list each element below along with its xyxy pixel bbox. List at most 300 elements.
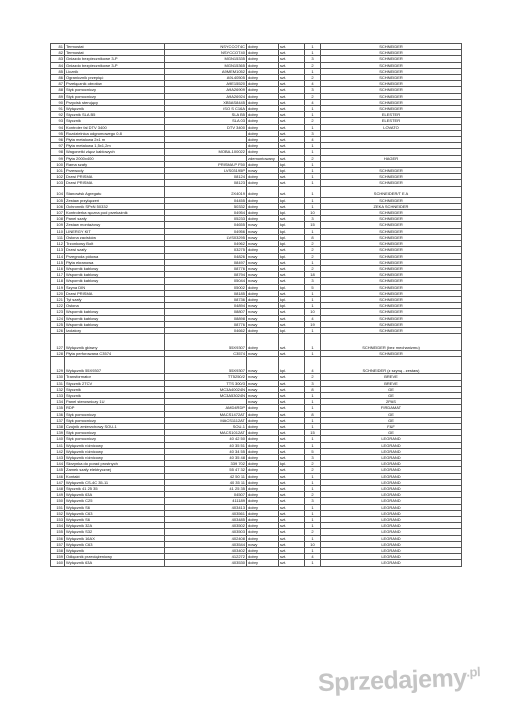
row-number: 118 — [51, 278, 65, 284]
row-number: 160 — [51, 560, 65, 566]
item-code: 339 702 — [165, 461, 247, 467]
item-manufacturer: SCHNEIDER — [321, 278, 462, 284]
item-unit: szt. — [279, 405, 305, 411]
item-condition: nowy — [247, 321, 279, 327]
item-manufacturer: SCHNEIDER — [321, 321, 462, 327]
item-unit: szt. — [279, 149, 305, 155]
item-code: 05044 — [165, 278, 247, 284]
item-unit: szt. — [279, 498, 305, 504]
item-quantity: 1 — [305, 259, 321, 265]
row-number: 97 — [51, 143, 65, 149]
item-code: MACS1112AT — [165, 417, 247, 423]
item-name: Styk pomocniczy — [65, 87, 165, 93]
item-unit: szt. — [279, 259, 305, 265]
item-code: 04662 — [165, 327, 247, 333]
item-name: Przycisk sterujący — [65, 99, 165, 105]
row-number: 91 — [51, 106, 65, 112]
item-unit: szt. — [279, 529, 305, 535]
item-condition: nowy — [247, 228, 279, 234]
item-code: 03275 — [165, 247, 247, 253]
item-condition: dobry — [247, 87, 279, 93]
item-code: XB5AS8445 — [165, 99, 247, 105]
table-row — [51, 461, 462, 467]
item-quantity: 1 — [305, 560, 321, 566]
item-code: 08898 — [165, 315, 247, 321]
item-quantity: 3 — [305, 87, 321, 93]
item-name: Wspornik kablowy — [65, 278, 165, 284]
item-name: Zestaw montażowy — [65, 222, 165, 228]
item-code: TT5250/2 — [165, 374, 247, 380]
row-number: 149 — [51, 492, 65, 498]
item-code: 04954 — [165, 210, 247, 216]
item-code: SOU-1 — [165, 423, 247, 429]
item-manufacturer: BREVE — [321, 380, 462, 386]
row-number: 133 — [51, 392, 65, 398]
item-condition: dobry — [247, 405, 279, 411]
row-number: 140 — [51, 436, 65, 442]
item-condition: nowy — [247, 265, 279, 271]
item-unit: szt. — [279, 399, 305, 405]
row-number: 131 — [51, 380, 65, 386]
item-code: 2X4019 — [165, 186, 247, 197]
item-code: 403561 — [165, 510, 247, 516]
row-number: 157 — [51, 541, 65, 547]
item-quantity: 1 — [305, 149, 321, 155]
item-condition: dobry — [247, 99, 279, 105]
item-manufacturer: LEGRAND — [321, 492, 462, 498]
item-condition: dobry — [247, 161, 279, 167]
item-unit: szt. — [279, 93, 305, 99]
item-condition: zdemontowany — [247, 155, 279, 161]
item-code: SLA 03 — [165, 118, 247, 124]
item-code: MACS1472AT — [165, 411, 247, 417]
item-condition: dobry — [247, 290, 279, 296]
item-code: MOBA-100022 — [165, 149, 247, 155]
item-condition: dobry — [247, 62, 279, 68]
item-unit: szt. — [279, 68, 305, 74]
item-condition: dobry — [247, 112, 279, 118]
item-manufacturer: LEGRAND — [321, 554, 462, 560]
item-manufacturer: SCHNEIDER — [321, 75, 462, 81]
item-unit: kpl. — [279, 327, 305, 333]
item-code: 40 42 50 — [165, 436, 247, 442]
item-name: Gniazdo bezpiecznikowe 3-P — [65, 56, 165, 62]
item-condition: nowy — [247, 259, 279, 265]
item-manufacturer: F&F — [321, 423, 462, 429]
item-condition: dobry — [247, 197, 279, 203]
item-name: Trzonkowy Bolt — [65, 241, 165, 247]
item-condition: dobry — [247, 417, 279, 423]
row-number: 112 — [51, 241, 65, 247]
item-quantity: 15 — [305, 430, 321, 436]
item-manufacturer: LEGRAND — [321, 529, 462, 535]
item-code: LVS03195P — [165, 168, 247, 174]
item-code: SLA B5 — [165, 112, 247, 118]
item-manufacturer: SCHNEIDER — [321, 68, 462, 74]
item-quantity: 10 — [305, 309, 321, 315]
item-manufacturer: SCHNEIDER — [321, 241, 462, 247]
item-name: Przewody — [65, 168, 165, 174]
item-quantity: 2 — [305, 118, 321, 124]
item-condition: dobry — [247, 423, 279, 429]
item-condition: dobry — [247, 130, 279, 136]
item-condition: nowy — [247, 241, 279, 247]
item-quantity: 2 — [305, 529, 321, 535]
item-condition: nowy — [247, 168, 279, 174]
item-manufacturer: LEGRAND — [321, 560, 462, 566]
item-name: Wyłącznik 16AX — [65, 535, 165, 541]
item-unit: szt. — [279, 315, 305, 321]
item-code: 05233 — [165, 216, 247, 222]
item-unit: kpl. — [279, 303, 305, 309]
item-unit: szt. — [279, 430, 305, 436]
item-code: 40 35 48 — [165, 454, 247, 460]
item-name: Płyta perforowana C3574 — [65, 351, 165, 357]
item-unit: szt. — [279, 180, 305, 186]
item-unit: szt. — [279, 278, 305, 284]
item-quantity: 3 — [305, 56, 321, 62]
item-name: Drzwi PRISMA — [65, 180, 165, 186]
item-code: 08794 — [165, 272, 247, 278]
item-quantity: 2 — [305, 461, 321, 467]
item-quantity: 1 — [305, 486, 321, 492]
item-quantity: 5 — [305, 284, 321, 290]
item-quantity: 1 — [305, 68, 321, 74]
item-name: Kontakt — [65, 473, 165, 479]
item-unit: kpl. — [279, 234, 305, 240]
item-name: Drzwi szafy — [65, 247, 165, 253]
item-unit: szt. — [279, 486, 305, 492]
item-name: Drzwi PRISMA — [65, 174, 165, 180]
row-number: 154 — [51, 523, 65, 529]
item-name: Tył szafy — [65, 296, 165, 302]
item-name: Wyłącznik C63 — [65, 510, 165, 516]
item-name: Wspornik kablowy — [65, 272, 165, 278]
item-unit: szt. — [279, 87, 305, 93]
item-name: Wyłącznik różnicowy — [65, 448, 165, 454]
item-unit: szt. — [279, 454, 305, 460]
item-name: Odłącznik przeciążeniowy — [65, 554, 165, 560]
item-quantity: 8 — [305, 234, 321, 240]
item-code: iSO S C16A — [165, 106, 247, 112]
item-name: Styk pomocniczy — [65, 417, 165, 423]
item-quantity: 2 — [305, 253, 321, 259]
item-manufacturer: LEGRAND — [321, 535, 462, 541]
row-number: 83 — [51, 56, 65, 62]
row-number: 129 — [51, 357, 65, 374]
row-number: 96 — [51, 137, 65, 143]
item-condition: dobry — [247, 68, 279, 74]
row-number: 106 — [51, 203, 65, 209]
item-name: Styk pomocniczy — [65, 411, 165, 417]
item-manufacturer: SCHNEIDER — [321, 50, 462, 56]
item-condition: nowy — [247, 399, 279, 405]
row-number: 152 — [51, 510, 65, 516]
item-name: Wyłącznik różnicowy — [65, 442, 165, 448]
item-name: Wyłącznik C25 — [65, 498, 165, 504]
item-condition: nowy — [247, 374, 279, 380]
row-number: 151 — [51, 504, 65, 510]
item-quantity: 1 — [305, 548, 321, 554]
item-code: 403530 — [165, 560, 247, 566]
row-number: 107 — [51, 210, 65, 216]
row-number: 155 — [51, 529, 65, 535]
item-manufacturer: SCHNEIDER — [321, 265, 462, 271]
item-code: 55X9307 — [165, 357, 247, 374]
row-number: 139 — [51, 430, 65, 436]
item-manufacturer: SCHNEIDER — [321, 99, 462, 105]
item-unit: szt. — [279, 265, 305, 271]
item-unit: szt. — [279, 130, 305, 136]
item-unit: kpl. — [279, 210, 305, 216]
row-number: 127 — [51, 334, 65, 351]
item-unit: szt. — [279, 143, 305, 149]
item-name: Stanowisk Agregatu — [65, 186, 165, 197]
item-quantity: 2 — [305, 492, 321, 498]
item-condition: nowy — [247, 234, 279, 240]
row-number: 100 — [51, 161, 65, 167]
item-unit: szt. — [279, 203, 305, 209]
row-number: 159 — [51, 554, 65, 560]
row-number: 85 — [51, 68, 65, 74]
item-condition: dobry — [247, 203, 279, 209]
item-quantity: 4 — [305, 81, 321, 87]
row-number: 150 — [51, 498, 65, 504]
item-code: 403413 — [165, 504, 247, 510]
item-code: A9A26909 — [165, 87, 247, 93]
item-name: Styk pomocniczy — [65, 430, 165, 436]
item-manufacturer: HAGER — [321, 155, 462, 161]
item-name: Wyłącznik 32A — [65, 523, 165, 529]
item-code: MGN15365 — [165, 62, 247, 68]
item-condition: nowy — [247, 541, 279, 547]
item-quantity: 2 — [305, 374, 321, 380]
item-name: Wyłącznik — [65, 548, 165, 554]
inventory-rows — [51, 44, 462, 567]
item-manufacturer: SCHNEIDER — [321, 87, 462, 93]
item-unit: szt. — [279, 411, 305, 417]
item-condition: dobry — [247, 137, 279, 143]
row-number: 146 — [51, 473, 65, 479]
item-manufacturer: LEGRAND — [321, 454, 462, 460]
item-name: Izolatory — [65, 327, 165, 333]
item-code: MC3A40024N — [165, 386, 247, 392]
item-quantity: 3 — [305, 498, 321, 504]
item-manufacturer: LEGRAND — [321, 448, 462, 454]
item-unit: szt. — [279, 44, 305, 50]
item-condition: nowy — [247, 222, 279, 228]
item-quantity: 1 — [305, 517, 321, 523]
item-quantity: 4 — [305, 99, 321, 105]
item-code: 04956 — [165, 228, 247, 234]
item-code: A9MEM1052 — [165, 68, 247, 74]
item-manufacturer: SCHNEIDER — [321, 259, 462, 265]
item-name: Wspornik kablowy — [65, 315, 165, 321]
item-name: Stycznik 2TCV — [65, 380, 165, 386]
item-name: Kontrolerka ręczna pod przekaźnik — [65, 210, 165, 216]
item-quantity: 1 — [305, 180, 321, 186]
item-code: 55X9307 — [165, 334, 247, 351]
item-quantity: 1 — [305, 473, 321, 479]
row-number: 148 — [51, 486, 65, 492]
row-number: 88 — [51, 87, 65, 93]
table-row — [51, 56, 462, 62]
row-number: 123 — [51, 309, 65, 315]
item-name: Transformator — [65, 374, 165, 380]
item-manufacturer: ELESTER — [321, 112, 462, 118]
item-code: 403402 — [165, 548, 247, 554]
item-manufacturer: SCHNEIDER (z szyną - zestaw) — [321, 357, 462, 374]
item-condition: dobry — [247, 504, 279, 510]
item-quantity: 1 — [305, 303, 321, 309]
item-unit: kpl. — [279, 253, 305, 259]
item-unit: szt. — [279, 504, 305, 510]
item-unit: kpl. — [279, 222, 305, 228]
item-condition: dobry — [247, 454, 279, 460]
item-code: A9A26924 — [165, 93, 247, 99]
item-quantity: 10 — [305, 541, 321, 547]
item-condition: dobry — [247, 180, 279, 186]
item-manufacturer: LEGRAND — [321, 548, 462, 554]
item-unit: kpl. — [279, 197, 305, 203]
item-condition: nowy — [247, 392, 279, 398]
row-number: 141 — [51, 442, 65, 448]
item-unit: szt. — [279, 75, 305, 81]
row-number: 142 — [51, 448, 65, 454]
item-name: Stycznik — [65, 392, 165, 398]
item-name: Zestaw przyłączeń — [65, 197, 165, 203]
row-number: 89 — [51, 93, 65, 99]
item-condition: dobry — [247, 247, 279, 253]
row-number: 109 — [51, 222, 65, 228]
item-unit: szt. — [279, 517, 305, 523]
item-name: RDP — [65, 405, 165, 411]
item-name: Licznik — [65, 68, 165, 74]
item-quantity: 3 — [305, 278, 321, 284]
item-quantity: 1 — [305, 168, 321, 174]
item-name: Wyłącznik C63 — [65, 541, 165, 547]
item-unit: szt. — [279, 272, 305, 278]
item-unit: szt. — [279, 473, 305, 479]
row-number: 95 — [51, 130, 65, 136]
item-unit: szt. — [279, 386, 305, 392]
item-quantity: 1 — [305, 203, 321, 209]
item-manufacturer: LEGRAND — [321, 523, 462, 529]
item-name: Stycznik — [65, 118, 165, 124]
item-quantity: 3 — [305, 454, 321, 460]
item-manufacturer: FIRDAMAT — [321, 405, 462, 411]
item-code: 08497 — [165, 259, 247, 265]
item-condition: dobry — [247, 554, 279, 560]
item-unit: szt. — [279, 106, 305, 112]
row-number: 132 — [51, 386, 65, 392]
item-quantity: 1 — [305, 510, 321, 516]
item-code: 403502 — [165, 523, 247, 529]
item-quantity: 1 — [305, 405, 321, 411]
item-code: 08807 — [165, 309, 247, 315]
row-number: 92 — [51, 112, 65, 118]
item-manufacturer: ELESTER — [321, 118, 462, 124]
item-code: A9E15520 — [165, 81, 247, 87]
row-number: 117 — [51, 272, 65, 278]
item-code: 403503 — [165, 529, 247, 535]
item-condition: dobry — [247, 93, 279, 99]
item-unit: kpl. — [279, 161, 305, 167]
item-unit: szt. — [279, 81, 305, 87]
item-condition: dobry — [247, 479, 279, 485]
item-code: 04894 — [165, 303, 247, 309]
inventory-sheet — [50, 43, 461, 567]
item-condition: dobry — [247, 529, 279, 535]
item-unit: szt. — [279, 548, 305, 554]
row-number: 153 — [51, 517, 65, 523]
item-manufacturer: LEGRAND — [321, 479, 462, 485]
item-code: 42 50 11 — [165, 473, 247, 479]
item-manufacturer: BREVE — [321, 374, 462, 380]
row-number: 86 — [51, 75, 65, 81]
item-name: Przegroda półowa — [65, 253, 165, 259]
item-name: Stycznik 41 25 35 — [65, 486, 165, 492]
item-manufacturer: SCHNEIDER/T E A — [321, 186, 462, 197]
item-quantity: 1 — [305, 124, 321, 130]
item-quantity: 2 — [305, 241, 321, 247]
item-code: 08123 — [165, 180, 247, 186]
item-name: Przełącznik obrotów — [65, 81, 165, 87]
item-manufacturer: SCHNEIDER — [321, 296, 462, 302]
row-number: 114 — [51, 253, 65, 259]
item-manufacturer: LEGRAND — [321, 517, 462, 523]
item-quantity: 1 — [305, 143, 321, 149]
item-code: MC3A53024N — [165, 392, 247, 398]
item-condition: dobry — [247, 75, 279, 81]
item-unit: szt. — [279, 62, 305, 68]
item-quantity: 1 — [305, 479, 321, 485]
row-number: 128 — [51, 351, 65, 357]
item-condition: dobry — [247, 44, 279, 50]
item-condition: dobry — [247, 436, 279, 442]
item-unit: szt. — [279, 392, 305, 398]
item-manufacturer: 2PAS — [321, 399, 462, 405]
row-number: 144 — [51, 461, 65, 467]
item-quantity: 8 — [305, 411, 321, 417]
item-code: DTV 3400 — [165, 124, 247, 130]
item-name: Osłona zacisków — [65, 234, 165, 240]
table-row — [51, 186, 462, 197]
item-unit: szt. — [279, 479, 305, 485]
item-unit: szt. — [279, 442, 305, 448]
watermark-name: Sprzedajemy — [317, 663, 468, 698]
item-name: Ochronnik SPxN 50332 — [65, 203, 165, 209]
item-name: Czujnik zmierzchowy SOU-1 — [65, 423, 165, 429]
item-quantity: 4 — [305, 315, 321, 321]
item-quantity: 2 — [305, 93, 321, 99]
item-code: 411189 — [165, 498, 247, 504]
item-manufacturer: SCHNEIDER — [321, 56, 462, 62]
item-name: Wagonetki złącz kablowych — [65, 149, 165, 155]
row-number: 110 — [51, 228, 65, 234]
item-unit: szt. — [279, 118, 305, 124]
item-code: 08776 — [165, 321, 247, 327]
item-manufacturer: SCHNEIDER (bez mechanizmu) — [321, 334, 462, 351]
item-quantity: 1 — [305, 228, 321, 234]
item-manufacturer: SCHNEIDER — [321, 168, 462, 174]
row-number: 115 — [51, 259, 65, 265]
row-number: 113 — [51, 247, 65, 253]
item-condition: dobry — [247, 560, 279, 566]
item-manufacturer: SCHNEIDER — [321, 309, 462, 315]
item-manufacturer: SCHNEIDER — [321, 327, 462, 333]
item-name: Wyłącznik 63A — [65, 560, 165, 566]
